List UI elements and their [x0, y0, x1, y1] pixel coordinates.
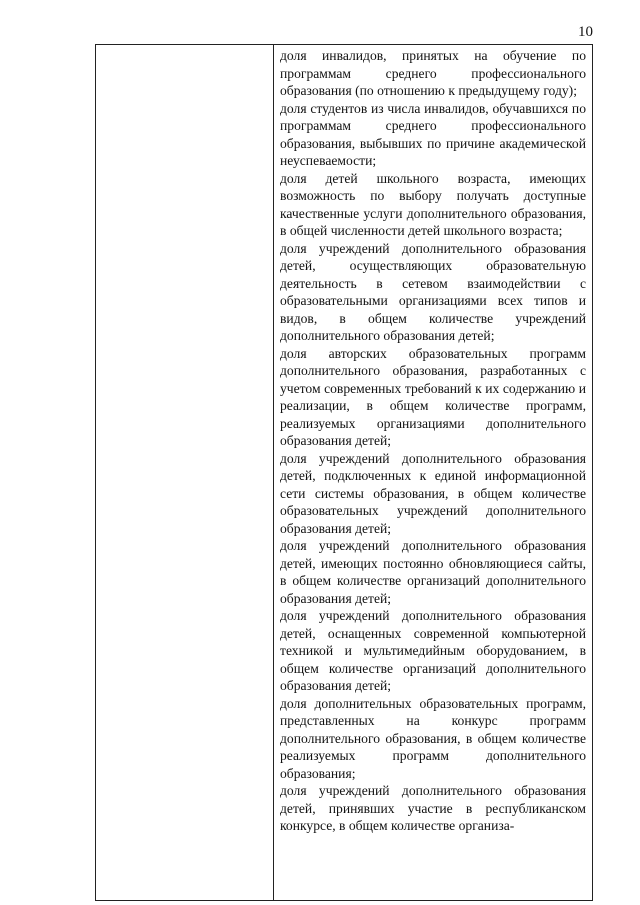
indicator-entry: доля учреждений дополнительного образования детей, имеющих постоянно обновляющиеся сайты, в общем количестве организаций дополнительного образования детей;: [280, 538, 586, 606]
indicator-entry: доля дополнительных образовательных программ, представленных на конкурс программ дополнительного образования, в общем количестве реализуемых программ дополнительного образования;: [280, 695, 586, 781]
table-right-column: [274, 45, 592, 900]
indicator-entry: доля учреждений дополнительного образования детей, принявших участие в республиканском конкурсе, в общем количестве организа-: [280, 783, 586, 833]
indicator-entry: доля инвалидов, принятых на обучение по программам среднего профессионального образования (по отношению к предыдущему году);: [280, 48, 586, 98]
indicator-entry: доля детей школьного возраста, имеющих возможность по выбору получать доступные качественные услуги дополнительного образования, в общей численности детей школьного возраста;: [280, 170, 586, 238]
indicator-entry: доля учреждений дополнительного образования детей, подключенных к единой информационной сети системы образования, в общем количестве образовательных учреждений дополнительного образования детей;: [280, 450, 586, 536]
page-number: 10: [578, 24, 593, 40]
document-table: [95, 44, 593, 901]
indicator-entry: доля студентов из числа инвалидов, обучавшихся по программам среднего профессионального образования, выбывших по причине академической неуспеваемости;: [280, 100, 586, 168]
indicator-entry: доля учреждений дополнительного образования детей, оснащенных современной компьютерной техникой и мультимедийным оборудованием, в общем количестве организаций дополнительного образования детей;: [280, 608, 586, 693]
table-left-column: [96, 45, 274, 900]
indicator-entry: доля учреждений дополнительного образования детей, осуществляющих образовательную деятельность в сетевом взаимодействии с образовательными организациями всех типов и видов, в общем количестве учреждений дополнительного образования детей;: [280, 240, 586, 343]
indicator-entry: доля авторских образовательных программ дополнительного образования, разработанных с учетом современных требований к их содержанию и реализации, в общем количестве программ, реализуемых организациями дополнительного образования детей;: [280, 345, 586, 448]
